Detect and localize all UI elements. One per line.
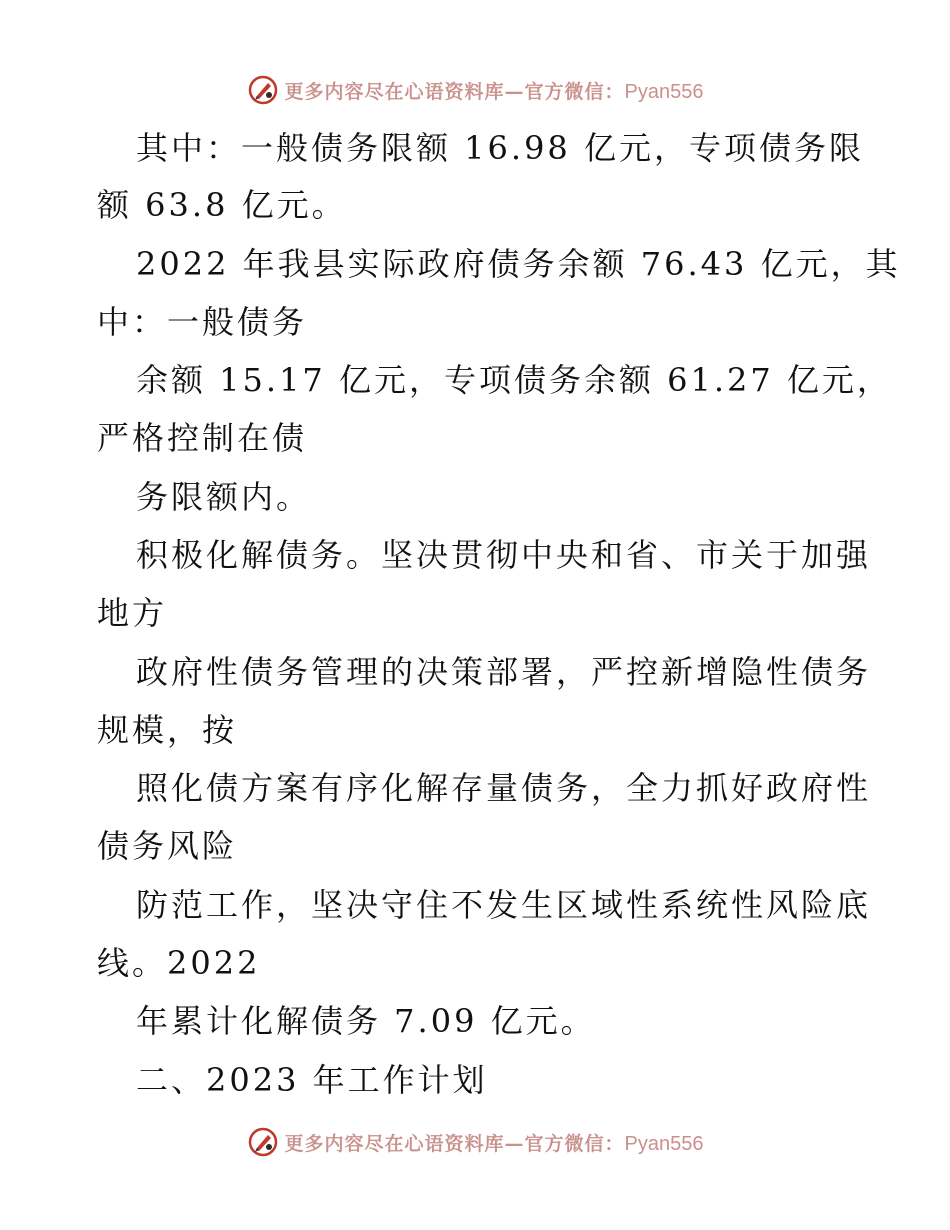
- text-line: 务限额内。: [136, 478, 312, 516]
- section-heading: 二、2023 年工作计划: [136, 1061, 488, 1099]
- text-line: 年累计化解债务 7.09 亿元。: [136, 1002, 596, 1040]
- watermark-header: [0, 70, 950, 110]
- text-line: 积极化解债务。坚决贯彻中央和省、市关于加强: [136, 536, 872, 574]
- text-line: 额 63.8 亿元。: [97, 186, 347, 224]
- text-line: 中：一般债务: [97, 303, 308, 341]
- text-line: 防范工作，坚决守住不发生区域性系统性风险底: [136, 886, 872, 924]
- watermark-text: 更多内容尽在心语资料库—官方微信：Pyan556: [284, 1132, 704, 1155]
- text-line: 照化债方案有序化解存量债务，全力抓好政府性: [136, 769, 872, 807]
- text-line: 地方: [97, 594, 168, 632]
- quill-pen-seal-icon: [247, 74, 279, 106]
- text-line: 2022 年我县实际政府债务余额 76.43 亿元，其: [136, 245, 901, 283]
- text-line: 政府性债务管理的决策部署，严控新增隐性债务: [136, 653, 872, 691]
- watermark-text: 更多内容尽在心语资料库—官方微信：Pyan556: [284, 80, 704, 103]
- text-line: 余额 15.17 亿元，专项债务余额 61.27 亿元，: [136, 361, 892, 399]
- watermark-footer: [0, 1122, 950, 1162]
- text-line: 债务风险: [97, 827, 238, 865]
- text-line: 规模，按: [97, 711, 238, 749]
- text-line: 严格控制在债: [97, 419, 308, 457]
- quill-pen-seal-icon: [247, 1126, 279, 1158]
- text-line: 线。2022: [97, 944, 261, 982]
- text-line: 其中：一般债务限额 16.98 亿元，专项债务限: [136, 129, 864, 167]
